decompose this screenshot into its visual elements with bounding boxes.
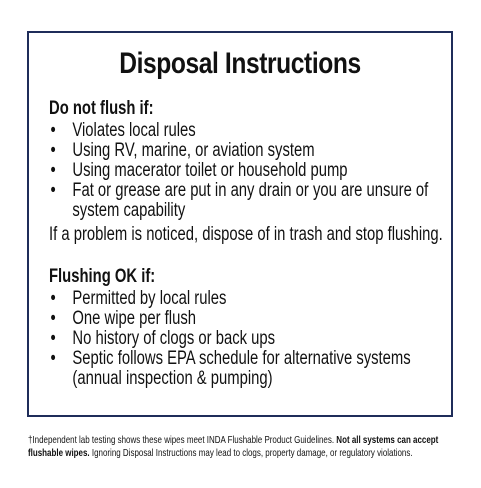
- footnote-text: †Independent lab testing shows these wipes meet INDA Flushable Product Guidelines.: [28, 434, 335, 446]
- flushing-ok-list: [49, 289, 455, 389]
- list-item-text: Violates local rules: [72, 120, 196, 141]
- footnote-warning: Not all systems can accept flushable wipes.: [28, 434, 439, 459]
- footnote: [28, 434, 454, 460]
- list-item: [49, 121, 455, 141]
- section-spacer: [49, 245, 455, 267]
- list-item-text: One wipe per flush: [72, 308, 196, 329]
- bullet-icon: •: [50, 288, 56, 309]
- bullet-icon: •: [50, 180, 56, 201]
- list-item: [49, 141, 455, 161]
- bullet-icon: •: [50, 308, 56, 329]
- list-item: [49, 289, 455, 309]
- instructions-content: [49, 99, 455, 389]
- list-item-text: No history of clogs or back ups: [72, 328, 276, 349]
- list-item-text: Septic follows EPA schedule for alternative systems (annual inspection & pumping): [72, 348, 411, 389]
- bullet-icon: •: [50, 160, 56, 181]
- footnote-text-continued: Ignoring Disposal Instructions may lead to clogs, property damage, or regulatory violations.: [91, 447, 413, 459]
- page-title: Disposal Instructions: [119, 47, 361, 80]
- disposal-instructions-panel: [27, 31, 453, 417]
- bullet-icon: •: [50, 348, 56, 369]
- list-item: [49, 309, 455, 329]
- list-item-text: Using RV, marine, or aviation system: [72, 140, 315, 161]
- flushing-ok-heading: Flushing OK if:: [49, 266, 156, 287]
- list-item-text: Permitted by local rules: [72, 288, 227, 309]
- list-item: [49, 161, 455, 181]
- list-item-text: Fat or grease are put in any drain or you are unsure of system capability: [72, 180, 429, 221]
- list-item: [49, 329, 455, 349]
- list-item-text: Using macerator toilet or household pump: [72, 160, 348, 181]
- list-item: [49, 349, 455, 389]
- problem-note: If a problem is noticed, dispose of in trash and stop flushing.: [49, 224, 443, 245]
- bullet-icon: •: [50, 140, 56, 161]
- bullet-icon: •: [50, 328, 56, 349]
- do-not-flush-list: [49, 121, 455, 221]
- list-item: [49, 181, 455, 221]
- bullet-icon: •: [50, 120, 56, 141]
- do-not-flush-heading: Do not flush if:: [49, 98, 154, 119]
